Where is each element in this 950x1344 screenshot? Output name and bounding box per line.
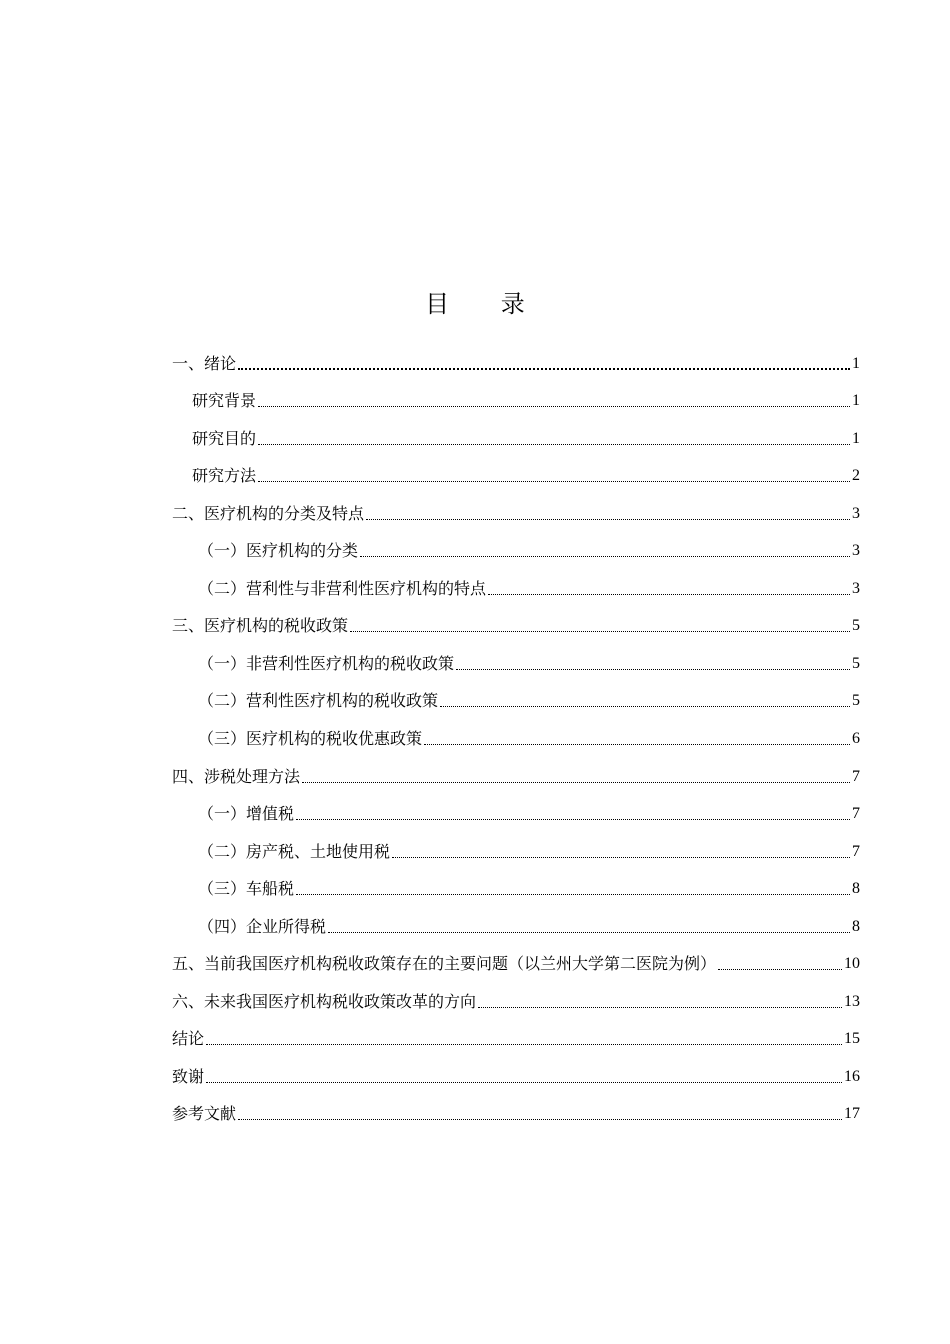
- toc-title: 目 录: [425, 290, 547, 318]
- dot-leader: [238, 368, 850, 370]
- toc-entry-label: 二、医疗机构的分类及特点: [172, 503, 365, 523]
- toc-entry-page: 1: [852, 392, 860, 410]
- toc-entry[interactable]: [172, 375, 860, 413]
- toc-entry-page: 16: [844, 1067, 860, 1085]
- toc-entry-label: 结论: [172, 1029, 205, 1049]
- toc-entry-page: 2: [852, 467, 860, 485]
- toc-entry-label: （二）营利性与非营利性医疗机构的特点: [198, 578, 487, 598]
- toc-entry[interactable]: [172, 637, 860, 675]
- toc-entry-label: （二）房产税、土地使用税: [198, 841, 391, 861]
- toc-entry-page: 3: [852, 579, 860, 597]
- toc-entry-page: 5: [852, 692, 860, 710]
- toc-entry-page: 13: [844, 992, 860, 1010]
- toc-entry[interactable]: [172, 675, 860, 713]
- dot-leader: [440, 706, 850, 707]
- toc-entry[interactable]: [172, 1088, 860, 1126]
- toc-entry-label: 六、未来我国医疗机构税收政策改革的方向: [172, 991, 477, 1011]
- toc-entry-label: （二）营利性医疗机构的税收政策: [198, 691, 439, 711]
- dot-leader: [206, 1044, 842, 1045]
- toc-entry-label: （三）车船税: [198, 879, 295, 899]
- toc-entry[interactable]: [172, 562, 860, 600]
- dot-leader: [328, 932, 850, 933]
- toc-entry-page: 17: [844, 1105, 860, 1123]
- table-of-contents: [172, 337, 860, 1125]
- toc-entry[interactable]: [172, 712, 860, 750]
- toc-entry-page: 3: [852, 504, 860, 522]
- toc-entry-page: 3: [852, 542, 860, 560]
- toc-entry[interactable]: [172, 750, 860, 788]
- toc-entry-label: 研究方法: [192, 466, 257, 486]
- toc-entry-label: （一）非营利性医疗机构的税收政策: [198, 653, 455, 673]
- dot-leader: [424, 744, 850, 745]
- dot-leader: [456, 669, 850, 670]
- toc-entry-page: 5: [852, 617, 860, 635]
- toc-entry-page: 1: [852, 429, 860, 447]
- toc-entry[interactable]: [172, 788, 860, 826]
- dot-leader: [238, 1119, 842, 1120]
- toc-entry-label: 参考文献: [172, 1104, 237, 1124]
- toc-entry[interactable]: [172, 975, 860, 1013]
- dot-leader: [360, 556, 850, 557]
- dot-leader: [296, 819, 850, 820]
- toc-entry-label: （四）企业所得税: [198, 916, 327, 936]
- toc-entry-label: 三、医疗机构的税收政策: [172, 616, 349, 636]
- toc-entry-page: 7: [852, 805, 860, 823]
- toc-entry-label: 四、涉税处理方法: [172, 766, 301, 786]
- dot-leader: [366, 519, 850, 520]
- toc-entry[interactable]: [172, 825, 860, 863]
- toc-entry[interactable]: [172, 525, 860, 563]
- toc-entry[interactable]: [172, 863, 860, 901]
- toc-entry-page: 7: [852, 842, 860, 860]
- dot-leader: [258, 406, 850, 407]
- toc-entry-label: 致谢: [172, 1066, 205, 1086]
- dot-leader: [718, 969, 842, 970]
- dot-leader: [258, 444, 850, 445]
- toc-entry-page: 8: [852, 917, 860, 935]
- toc-entry[interactable]: [172, 1013, 860, 1051]
- dot-leader: [302, 782, 850, 783]
- dot-leader: [296, 894, 850, 895]
- dot-leader: [478, 1007, 842, 1008]
- toc-entry-label: （一）增值税: [198, 804, 295, 824]
- toc-entry[interactable]: [172, 337, 860, 375]
- toc-entry[interactable]: [172, 900, 860, 938]
- toc-entry-page: 7: [852, 767, 860, 785]
- toc-entry[interactable]: [172, 412, 860, 450]
- toc-entry-label: 一、绪论: [172, 353, 237, 373]
- toc-entry-page: 8: [852, 880, 860, 898]
- toc-entry[interactable]: [172, 450, 860, 488]
- toc-entry-label: 研究目的: [192, 428, 257, 448]
- toc-entry-label: （三）医疗机构的税收优惠政策: [198, 729, 423, 749]
- toc-entry-label: （一）医疗机构的分类: [198, 541, 359, 561]
- toc-entry[interactable]: [172, 1050, 860, 1088]
- toc-entry[interactable]: [172, 938, 860, 976]
- dot-leader: [488, 594, 850, 595]
- toc-entry[interactable]: [172, 487, 860, 525]
- toc-entry-page: 10: [844, 955, 860, 973]
- toc-entry-page: 6: [852, 730, 860, 748]
- toc-entry-label: 五、当前我国医疗机构税收政策存在的主要问题（以兰州大学第二医院为例）: [172, 954, 717, 974]
- toc-entry-page: 15: [844, 1030, 860, 1048]
- toc-entry-page: 5: [852, 654, 860, 672]
- toc-entry-label: 研究背景: [192, 391, 257, 411]
- dot-leader: [206, 1082, 842, 1083]
- toc-entry[interactable]: [172, 600, 860, 638]
- dot-leader: [258, 481, 850, 482]
- dot-leader: [350, 631, 850, 632]
- toc-entry-page: 1: [852, 354, 860, 372]
- dot-leader: [392, 857, 850, 858]
